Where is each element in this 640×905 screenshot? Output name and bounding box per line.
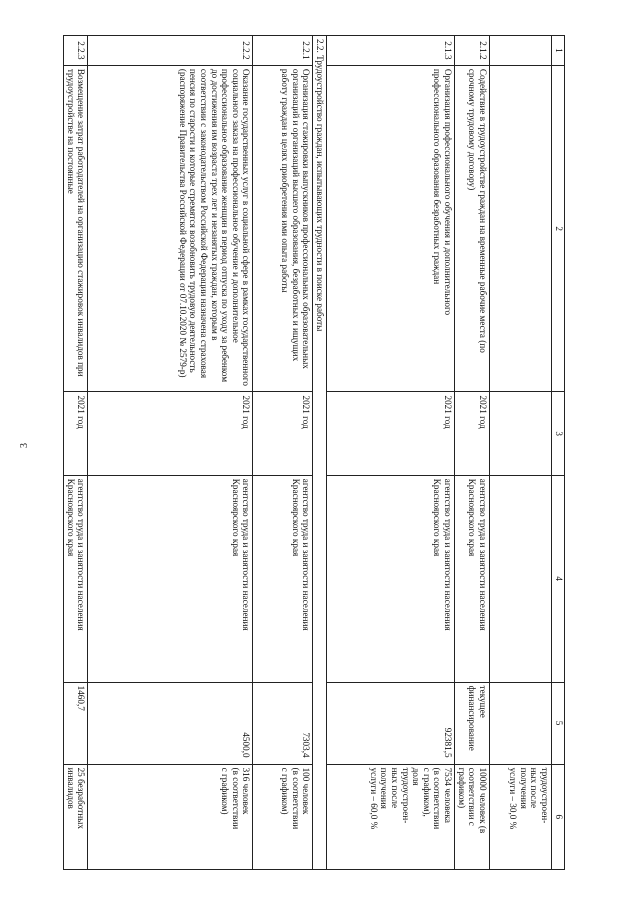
row-executor: агентство труда и занятости населения Красноярского края	[327, 475, 455, 682]
header-row	[552, 36, 565, 870]
row-funding: текущее финансирование	[455, 682, 490, 764]
row-id: 2.2.1	[253, 36, 313, 66]
table-row	[64, 36, 88, 870]
row-id: 2.1.2	[455, 36, 490, 66]
row-result: 100 человек (в соответствии с графиком)	[253, 764, 313, 869]
row-name: Оказание государственных услуг в социальной сфере в рамках государственного социального заказа на профессиональное обучение и дополнительное профессиональное образование женщин в период отпуска по уходу за ребенком до достижения им возраста трех лет и незанятых граждан, которым в соответствии с законодательством Российской Федерации назначена страховая пенсия по старости и которые стремятся возобновить трудовую деятельность (распоряжение Правительства Российской Федерации от 07.10.2020 № 2579-р)	[88, 65, 253, 392]
header-col-4: 4	[552, 475, 565, 682]
row-name: Организация профессионального обучения и дополнительного профессионального образования безработных граждан	[327, 65, 455, 392]
row-executor	[490, 475, 552, 682]
section-text: Трудоустройство граждан, испытывающих трудности в поиске работы	[315, 55, 325, 332]
row-id: 2.1.3	[327, 36, 455, 66]
row-result: трудоустроен- ных после получения услуги – 30,0 %	[490, 764, 552, 869]
row-period: 2021 год	[327, 392, 455, 475]
header-col-3: 3	[552, 392, 565, 475]
row-id: 2.2.3	[64, 36, 88, 66]
table-row	[327, 36, 455, 870]
table-row	[455, 36, 490, 870]
row-executor: агентство труда и занятости населения Красноярского края	[253, 475, 313, 682]
section-id: 2.2.	[315, 39, 325, 53]
row-funding	[490, 682, 552, 764]
page-number: 3	[19, 443, 30, 448]
section-title	[313, 36, 327, 870]
table-row	[490, 36, 552, 870]
row-name: Организация стажировки выпускников профессиональных образовательных организаций и организаций высшего образования, безработных и ищущих работу граждан в целях приобретения ими опыта работы	[253, 65, 313, 392]
row-result: 316 человек (в соответствии с графиком)	[88, 764, 253, 869]
row-name: Содействие в трудоустройстве граждан на временные рабочие места (по срочному трудовому договору)	[455, 65, 490, 392]
row-period	[490, 392, 552, 475]
header-col-6: 6	[552, 764, 565, 869]
measures-table	[63, 35, 565, 870]
table-row	[88, 36, 253, 870]
row-result: 25 безработных инвалидов	[64, 764, 88, 869]
row-executor: агентство труда и занятости населения Красноярского края	[455, 475, 490, 682]
table-row	[253, 36, 313, 870]
row-period: 2021 год	[64, 392, 88, 475]
row-executor: агентство труда и занятости населения Красноярского края	[64, 475, 88, 682]
rotated-table-sheet	[40, 35, 565, 870]
row-period: 2021 год	[253, 392, 313, 475]
row-funding: 7303,4	[253, 682, 313, 764]
row-result: 10000 человек (в соответствии с графиком)	[455, 764, 490, 869]
row-name: Возмещение затрат работодателей на организацию стажировок инвалидов при трудоустройстве на постоянные	[64, 65, 88, 392]
row-period: 2021 год	[455, 392, 490, 475]
row-executor: агентство труда и занятости населения Красноярского края	[88, 475, 253, 682]
section-row	[313, 36, 327, 870]
header-col-5: 5	[552, 682, 565, 764]
row-period: 2021 год	[88, 392, 253, 475]
header-col-2: 2	[552, 65, 565, 392]
header-col-1: 1	[552, 36, 565, 66]
row-name	[490, 65, 552, 392]
row-funding: 1460,7	[64, 682, 88, 764]
row-id	[490, 36, 552, 66]
row-funding: 4500,0	[88, 682, 253, 764]
row-result: 7534 человека (в соответствии с графиком), доля трудоустроен- ных после получения услуги – 60,0 %	[327, 764, 455, 869]
row-funding: 92381,5	[327, 682, 455, 764]
row-id: 2.2.2	[88, 36, 253, 66]
